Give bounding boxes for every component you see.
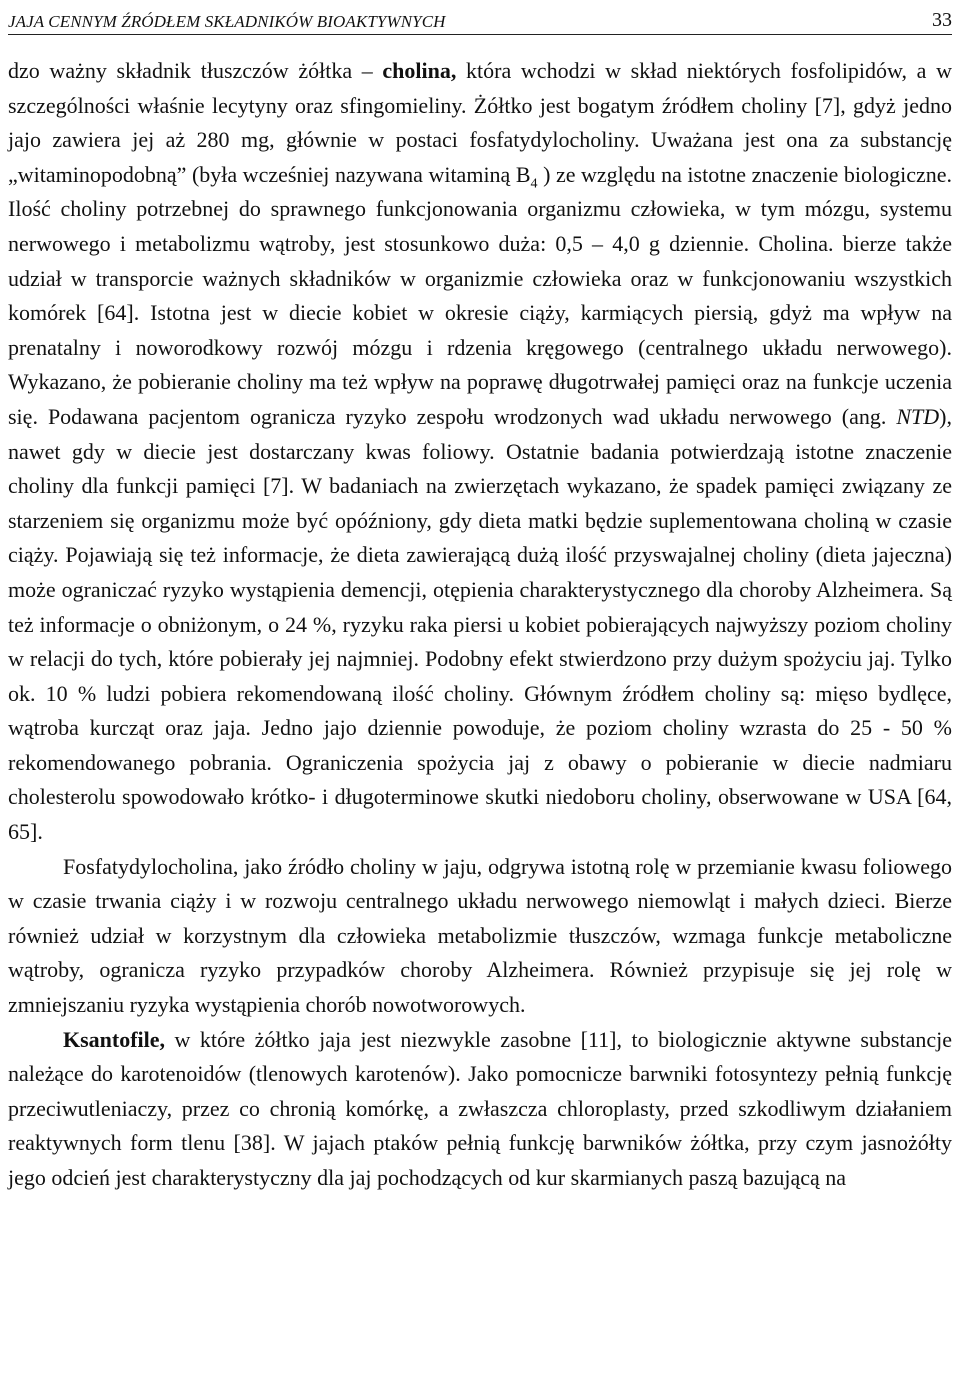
- page-header: [8, 2, 952, 35]
- text-run: ), nawet gdy w diecie jest dostarczany kwas foliowy. Ostatnie badania potwierdzają istotne znaczenie choliny dla funkcji pamięci [7]. W badaniach na zwierzętach wykazano, że spadek pamięci związany ze starzeniem się organizmu może być opóźniony, gdy dieta matki będzie suplementowana choliną w czasie ciąży. Pojawiają się też informacje, że dieta zawierającą dużą ilość przyswajalnej choliny (dieta jajeczna) może ograniczać ryzyko wystąpienia demencji, otępienia charakterystycznego dla choroby Alzheimera. Są też informacje o obniżonym, o 24 %, ryzyku raka piersi u kobiet pobierających najwyższy poziom choliny w relacji do tych, które pobierały jej najmniej. Podobny efekt stwierdzono przy dużym spożyciu jaj. Tylko ok. 10 % ludzi pobiera rekomendowaną ilość choliny. Głównym źródłem choliny są: mięso bydlęce, wątroba kurcząt oraz jaja. Jedno jajo dziennie powoduje, że poziom choliny wzrasta do 25 - 50 % rekomendowanego pobrania. Ograniczenia spożycia jaj z obawy o pobieranie w diecie nadmiaru cholesterolu spowodowało krótko- i długoterminowe skutki niedoboru choliny, obserwowane w USA [64, 65].: [8, 403, 952, 845]
- text-run: ) ze względu na istotne znaczenie biologiczne. Ilość choliny potrzebnej do sprawnego funkcjonowania organizmu człowieka, w tym mózgu, systemu nerwowego i metabolizmu wątroby, jest stosunkowo duża: 0,5 – 4,0 g dziennie. Cholina. bierze także udział w transporcie ważnych składników w organizmie człowieka oraz w funkcjonowaniu wszystkich komórek [64]. Istotna jest w diecie kobiet w okresie ciąży, karmiących piersią, gdyż ma wpływ na prenatalny i noworodkowy rozwój mózgu i rdzenia kręgowego (centralnego układu nerwowego). Wykazano, że pobieranie choliny ma też wpływ na poprawę długotrwałej pamięci oraz na funkcje uczenia się. Podawana pacjentom ogranicza ryzyko zespołu wrodzonych wad układu nerwowego (ang.: [8, 161, 952, 429]
- body-text: [8, 54, 952, 1196]
- text-run: cholina,: [382, 58, 457, 83]
- running-title: JAJA CENNYM ŹRÓDŁEM SKŁADNIKÓW BIOAKTYWNYCH: [8, 12, 446, 31]
- text-run: Fosfatydylocholina, jako źródło choliny w jaju, odgrywa istotną rolę w przemianie kwasu foliowego w czasie trwania ciąży i w rozwoju centralnego układu nerwowego niemowląt i małych dzieci. Bierze również udział w korzystnym dla człowieka metabolizmie tłuszczów, wzmaga funkcje metaboliczne wątroby, ogranicza ryzyko przypadków choroby Alzheimera. Również przypisuje się jej rolę w zmniejszaniu ryzyka wystąpienia chorób nowotworowych.: [8, 853, 952, 1018]
- text-run: w które żółtko jaja jest niezwykle zasobne [11], to biologicznie aktywne substancje należące do karotenoidów (tlenowych karotenów). Jako pomocnicze barwniki fotosyntezy pełnią funkcję przeciwutleniaczy, przez co chronią komórkę, a zwłaszcza chloroplasty, przed szkodliwym działaniem reaktywnych form tlenu [38]. W jajach ptaków pełnią funkcję barwników żółtka, przy czym jasnożółty jego odcień jest charakterystyczny dla jaj pochodzących od kur skarmianych paszą bazującą na: [8, 1026, 952, 1190]
- paragraph-choline: [8, 54, 952, 850]
- paragraph-xanthophylls: [8, 1023, 952, 1196]
- page-number: 33: [932, 9, 952, 31]
- text-run: która wchodzi w skład niektórych fosfolipidów, a w szczególności właśnie lecytyny oraz sfingomieliny. Żółtko jest bogatym źródłem choliny [7], gdyż jedno jajo zawiera jej aż 280 mg, głównie w postaci fosfatydylocholiny. Uważana jest ona za substancję „witaminopodobną” (była wcześniej nazywana witaminą B: [8, 58, 952, 187]
- paragraph-phosphatidylcholine: [8, 850, 952, 1023]
- text-run: dzo ważny składnik tłuszczów żółtka –: [8, 58, 383, 83]
- text-run: Ksantofile,: [63, 1026, 166, 1052]
- text-run: 4: [530, 176, 538, 192]
- text-run: NTD: [896, 403, 940, 429]
